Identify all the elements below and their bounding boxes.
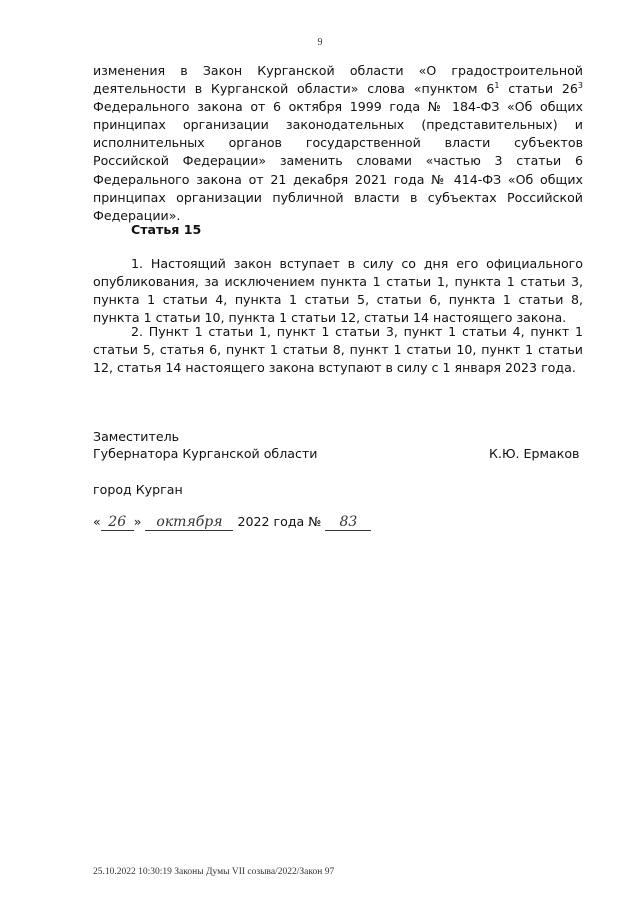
- superscript-2: 3: [577, 80, 583, 90]
- signature-title-line1: Заместитель: [93, 429, 180, 444]
- signature-title-line2: Губернатора Курганской области: [93, 446, 318, 461]
- article-heading: Статья 15: [131, 222, 202, 237]
- intro-text-1: изменения в Закон Курганской области «О градостроительной деятельности в Курганской области» слова «пунктом 6: [93, 63, 583, 97]
- date-day: 26: [101, 514, 134, 531]
- superscript-1: 1: [494, 80, 500, 90]
- signer-name: К.Ю. Ермаков: [489, 446, 580, 461]
- city: город Курган: [93, 482, 183, 497]
- date-open-quote: «: [93, 514, 101, 529]
- intro-paragraph: [93, 62, 583, 225]
- article-item-2: 2. Пункт 1 статьи 1, пункт 1 статьи 3, пункт 1 статьи 4, пункт 1 статьи 5, статья 6, пункт 1 статьи 8, пункт 1 статьи 10, пункт 1 статьи 12, статья 14 настоящего закона вступают в силу с 1 января 2023 года.: [93, 324, 583, 376]
- date-close-quote: »: [133, 514, 142, 529]
- date-line: [93, 514, 371, 531]
- date-month: октября: [145, 514, 233, 531]
- intro-text-2: статьи 26: [499, 81, 578, 97]
- intro-text-3: Федерального закона от 6 октября 1999 года № 184-ФЗ «Об общих принципах организации законодательных (представительных) и исполнительных органов государственной власти субъектов Российской Федерации» заменить словами «частью 3 статьи 6 Федерального закона от 21 декабря 2021 года № 414-ФЗ «Об общих принципах организации публичной власти в субъектах Российской Федерации».: [93, 99, 583, 223]
- footer-meta: 25.10.2022 10:30:19 Законы Думы VII созыва/2022/Закон 97: [93, 867, 335, 877]
- law-number: 83: [325, 514, 371, 531]
- article-item-1: 1. Настоящий закон вступает в силу со дня его официального опубликования, за исключением пункта 1 статьи 1, пункта 1 статьи 3, пункта 1 статьи 4, пункта 1 статьи 5, статьи 6, пункта 1 статьи 8, пункта 1 статьи 10, пункта 1 статьи 12, статьи 14 настоящего закона.: [93, 256, 583, 326]
- date-year-text: 2022 года №: [237, 514, 322, 529]
- page-number: 9: [317, 37, 323, 48]
